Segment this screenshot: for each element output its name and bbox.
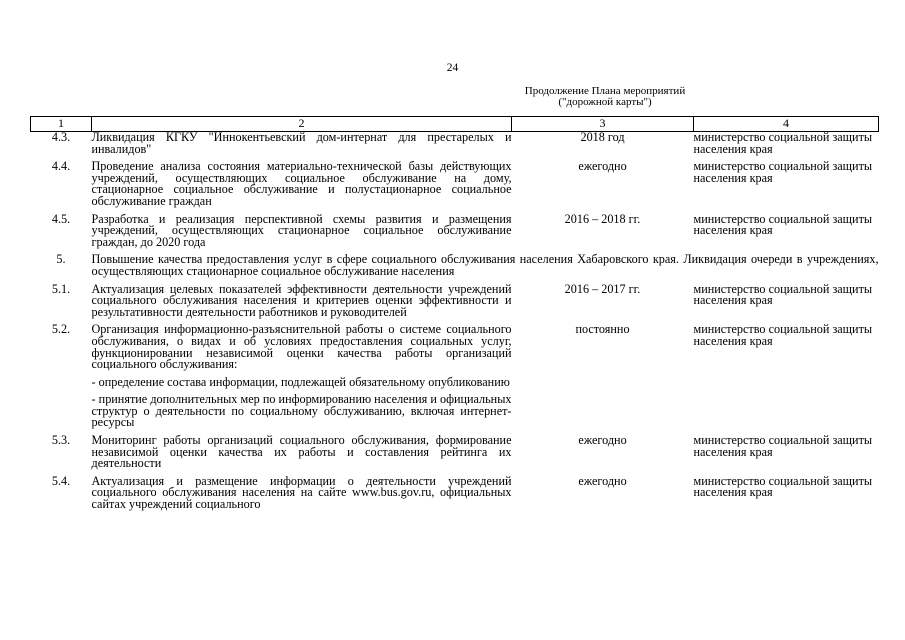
table-row <box>31 278 879 319</box>
table-row <box>31 208 879 249</box>
table-row <box>31 429 879 470</box>
section-title: Повышение качества предоставления услуг в сфере социального обслуживания населения Хабаровского края. Ликвидация очереди в учреждениях, осуществляющих стационарное социальное обслуживание населения <box>91 252 879 278</box>
row-activity: Актуализация и размещение информации о деятельности учреждений социального обслуживания населения на сайте www.bus.gov.ru, официальных сайтах учреждений социального <box>91 473 512 512</box>
row-number: 5.2. <box>51 322 71 337</box>
row-activity: Разработка и реализация перспективной схемы развития и размещения учреждений, осуществляющих стационарное социальное обслуживание граждан, до 2020 года <box>91 211 512 249</box>
row-period: 2016 – 2017 гг. <box>564 281 641 296</box>
row-responsible: министерство социальной защиты населения края <box>693 322 873 348</box>
row-number: 5.3. <box>51 433 71 448</box>
row-responsible: министерство социальной защиты населения края <box>693 473 873 500</box>
row-activity: Актуализация целевых показателей эффективности деятельности учреждений социального обслуживания населения и критериев оценки эффективности и результативности деятельности работников и руководителей <box>91 281 512 319</box>
column-header-1: 1 <box>31 117 92 132</box>
section-number: 5. <box>56 252 66 267</box>
row-number: 4.4. <box>51 159 71 174</box>
row-responsible: министерство социальной защиты населения края <box>693 159 873 185</box>
section-row <box>31 248 879 277</box>
row-period: 2018 год <box>580 130 625 144</box>
row-period: ежегодно <box>578 473 627 488</box>
row-period: ежегодно <box>578 433 627 448</box>
row-number: 5.4. <box>51 473 71 488</box>
activity-subitem: - принятие дополнительных мер по информированию населения и официальных структур о деятельности по социальному обслуживанию, включая интернет-ресурсы <box>91 392 512 430</box>
action-plan-table <box>30 116 879 511</box>
row-activity: Проведение анализа состояния материально-технической базы действующих учреждений, осуществляющих социальное обслуживание на дому, стационарное социальное обслуживание и полустационарное социальное обслуживание граждан <box>91 159 512 208</box>
row-responsible: министерство социальной защиты населения края <box>693 281 873 308</box>
row-activity: Ликвидация КГКУ "Иннокентьевский дом-интернат для престарелых и инвалидов" <box>91 130 512 156</box>
table-row <box>31 318 879 429</box>
continuation-line-1: Продолжение Плана мероприятий <box>524 85 686 97</box>
table-row <box>31 470 879 511</box>
row-activity <box>92 318 512 429</box>
continuation-line-2: ("дорожной карты") <box>558 96 652 108</box>
activity-subitem: - определение состава информации, подлежащей обязательному опубликованию <box>91 374 510 389</box>
continuation-caption <box>505 86 705 108</box>
row-period: 2016 – 2018 гг. <box>564 211 641 226</box>
table-row <box>31 155 879 207</box>
column-header-3: 3 <box>512 117 694 132</box>
row-number: 5.1. <box>51 281 71 296</box>
row-number: 4.5. <box>51 211 71 226</box>
column-header-4: 4 <box>694 117 879 132</box>
row-responsible: министерство социальной защиты населения края <box>693 433 873 459</box>
row-responsible: министерство социальной защиты населения края <box>693 130 873 156</box>
table-row <box>31 132 879 156</box>
row-activity: Мониторинг работы организаций социального обслуживания, формирование независимой оценки качества их работы и составления рейтинга их деятельности <box>91 433 512 471</box>
row-period: ежегодно <box>578 159 627 174</box>
row-responsible: министерство социальной защиты населения края <box>693 211 873 238</box>
column-header-2: 2 <box>92 117 512 132</box>
row-period: постоянно <box>575 322 630 337</box>
row-number: 4.3. <box>51 130 71 144</box>
page-number: 24 <box>446 62 459 74</box>
activity-main-text: Организация информационно-разъяснительной работы о системе социального обслуживания, о видах и об условиях предоставления социальных услуг, функционировании независимой оценки качества работы организаций социального обслуживания: <box>91 322 512 372</box>
